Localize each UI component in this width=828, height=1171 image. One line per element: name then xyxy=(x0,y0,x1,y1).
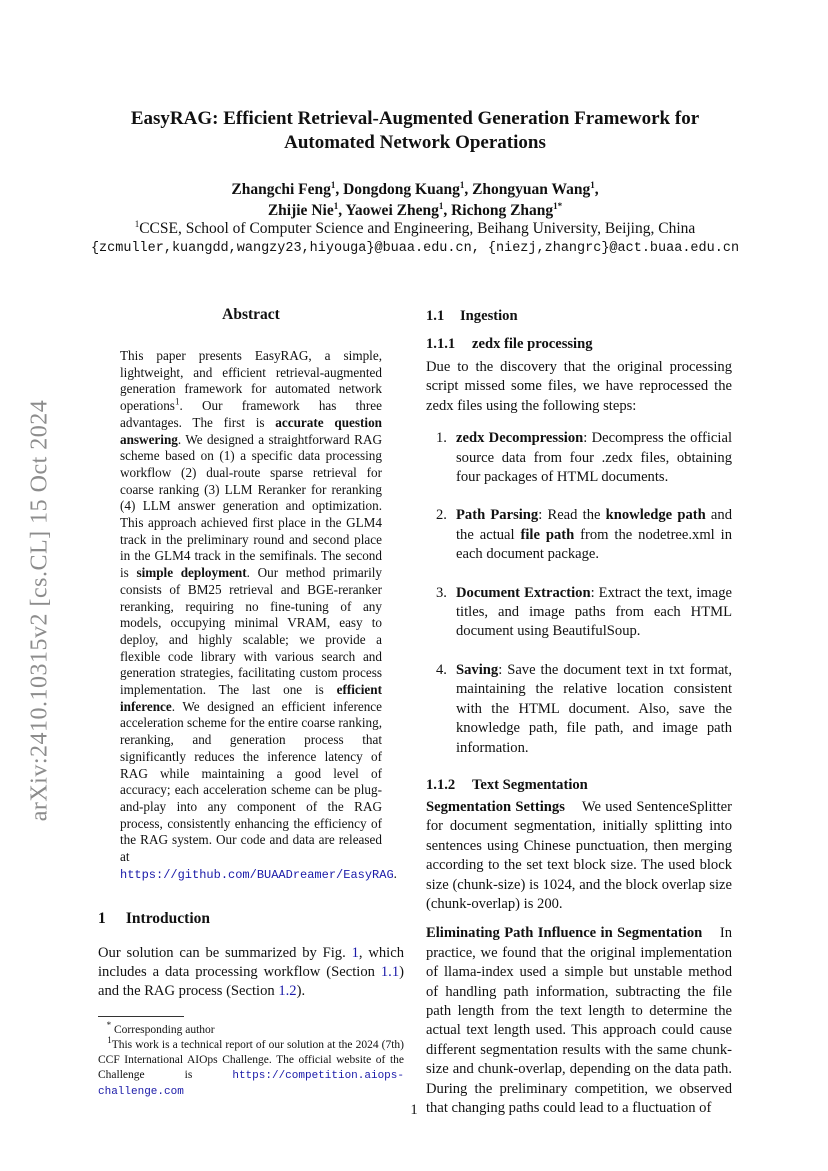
step-title: Path Parsing xyxy=(456,507,539,524)
list-item xyxy=(426,661,732,758)
author-name: Zhijie Nie xyxy=(267,202,334,219)
segmentation-settings-paragraph xyxy=(426,798,732,914)
affiliation-mark: 1 xyxy=(134,218,140,229)
affiliation xyxy=(80,219,750,239)
section-ref-link[interactable]: 1.2 xyxy=(278,983,297,1000)
step-title: Document Extraction xyxy=(456,584,591,601)
right-column xyxy=(426,306,732,1118)
step-title: zedx Decompression xyxy=(456,430,584,447)
list-number: 3. xyxy=(436,584,447,601)
abstract-bold: accurate question answering xyxy=(120,414,382,447)
author-name: Zhangchi Feng xyxy=(231,181,331,198)
abstract-bold: simple deployment xyxy=(136,565,247,581)
footnote-text: This work is a technical report of our solution at the 2024 (7th) CCF International AIOps Challenge. The official website of the Challenge is xyxy=(98,1038,404,1081)
title-line-2: Automated Network Operations xyxy=(284,132,546,153)
ingestion-intro: Due to the discovery that the original processing script missed some files, we have reprocessed the zedx files using the following steps: xyxy=(426,359,732,414)
step-text: : Read the xyxy=(538,507,606,524)
paragraph-text: We used SentenceSplitter for document segmentation, initially splitting into sentences using Chinese punctuation, then merging according to the set text block size. The used block size (chunk-size) is 1024, and the block overlap size (chunk-overlap) is 200. xyxy=(426,798,732,912)
step-text: from the nodetree.xml in each document package. xyxy=(456,526,733,563)
abstract-text: . We designed an efficient inference acceleration scheme for the entire coarse ranking, reranking, and generation process that significantly reduces the inference latency of RAG while maintaining a good level of accuracy; each acceleration scheme can be plug-and-play into any component of the RAG process, consistently enhancing the efficiency of the RAG system. Our code and data are released at xyxy=(120,698,382,865)
figure-ref-link[interactable]: 1 xyxy=(351,944,359,961)
author-mark: 1 xyxy=(459,179,465,190)
author-mark: 1 xyxy=(438,200,444,211)
list-number: 4. xyxy=(436,661,447,678)
list-item xyxy=(426,429,732,487)
abstract-text: . Our method primarily consists of BM25 retrieval and BGE-reranker reranking, requiring no fine-tuning of any models, occupying minimal VRAM, easy to deploy, and highly scalable; we provide a flexible code library with various search and generation strategies, facilitating custom process implementation. The last one is xyxy=(120,565,383,698)
subsection-number: 1.1.2 xyxy=(426,776,456,793)
page-number: 1 xyxy=(410,1102,418,1118)
abstract-heading: Abstract xyxy=(222,306,280,323)
introduction-paragraph xyxy=(98,944,404,1002)
footnote-corresponding xyxy=(98,1019,404,1038)
author-mark: 1* xyxy=(553,200,563,211)
author-name: Yaowei Zheng xyxy=(345,202,439,219)
intro-text: Our solution can be summarized by Fig. xyxy=(98,944,352,961)
footnote-text: Corresponding author xyxy=(114,1023,215,1036)
list-item xyxy=(426,584,732,642)
paragraph-heading: Eliminating Path Influence in Segmentation xyxy=(426,925,703,942)
affiliation-text: CCSE, School of Computer Science and Engineering, Beihang University, Beijing, China xyxy=(139,220,696,237)
paper-title xyxy=(100,107,730,155)
intro-text: ). xyxy=(296,983,306,1000)
author-list xyxy=(100,179,730,221)
step-text: and the actual xyxy=(456,507,732,543)
section-title: Introduction xyxy=(125,909,210,927)
step-text: : Decompress the official source data from four .zedx files, obtaining four packages of HTML documents. xyxy=(456,430,732,486)
section-number: 1.1 xyxy=(426,308,445,324)
paragraph-text: In practice, we found that the original implementation of llama-index used a simple but unstable method of handling path information, subtracting the file path length from the text length to determine the actual text length used. This approach could cause different segmentation results with the same chunk-size and chunk-overlap, depending on the data path. During the preliminary competition, we observed that changing paths could lead to a fluctuation of xyxy=(426,925,733,1116)
footnote-rule xyxy=(98,1016,184,1017)
abstract-text: . We designed a straightforward RAG scheme based on (1) a specific data processing workflow (2) dual-route sparse retrieval for coarse ranking (3) LLM Reranker for reranking (4) LLM answer generation and optimization. This approach achieved first place in the GLM4 track in the preliminary round and second place in the GLM4 track in the semifinals. The second is xyxy=(120,431,382,581)
section-title: Ingestion xyxy=(460,308,518,324)
title-line-1: EasyRAG: Efficient Retrieval-Augmented Generation Framework for xyxy=(130,108,700,129)
abstract-body xyxy=(120,348,397,884)
author-name: Richong Zhang xyxy=(451,202,554,219)
step-title: Saving xyxy=(456,661,499,678)
footnote-mark: 1 xyxy=(107,1034,112,1045)
subsection-title: Text Segmentation xyxy=(472,776,588,793)
step-bold: knowledge path xyxy=(605,507,706,524)
section-ref-link[interactable]: 1.1 xyxy=(380,963,400,980)
author-emails: {zcmuller,kuangdd,wangzy23,hiyouga}@buaa.edu.cn, {niezj,zhangrc}@act.buaa.edu.cn xyxy=(90,241,740,256)
left-column xyxy=(98,306,404,1100)
list-item xyxy=(426,506,732,564)
list-number: 2. xyxy=(436,507,447,524)
subsection-title: zedx file processing xyxy=(472,336,593,352)
step-text: : Extract the text, image titles, and image paths from each HTML document using BeautifulSoup. xyxy=(456,584,732,640)
arxiv-stamp-text: arXiv:2410.10315v2 [cs.CL] 15 Oct 2024 xyxy=(26,399,53,821)
section-heading-ingestion xyxy=(426,306,732,326)
section-heading-introduction xyxy=(98,910,404,928)
abstract-bold: efficient inference xyxy=(120,682,382,714)
footnote-1 xyxy=(98,1034,404,1100)
challenge-url-link[interactable]: https://competition.aiops-challenge.com xyxy=(98,1069,404,1098)
paragraph-heading: Segmentation Settings xyxy=(426,798,565,815)
author-mark: 1 xyxy=(330,179,336,190)
author-mark: 1 xyxy=(590,179,595,190)
abstract-text: . xyxy=(393,865,397,881)
footnote-ref: 1 xyxy=(174,396,180,407)
abstract-text: This paper presents EasyRAG, a simple, lightweight, and efficient retrieval-augmented generation framework for automated network operations xyxy=(120,348,382,414)
subsection-heading-zedx xyxy=(426,334,732,354)
code-url-link[interactable]: https://github.com/BUAADreamer/EasyRAG xyxy=(120,867,394,882)
intro-text: ) and the RAG process (Section xyxy=(98,963,404,1000)
author-name: Zhongyuan Wang xyxy=(472,181,591,198)
processing-steps-list xyxy=(426,429,732,758)
author-line-2: Zhijie Nie$^1$, Yaowei Zheng$^1$, Richong Zhang$^{1*}$ xyxy=(267,200,563,219)
step-text: : Save the document text in txt format, maintaining the relative location consistent with the HTML document. Also, save the knowledge path, file path, and image path information. xyxy=(456,661,732,756)
section-number: 1 xyxy=(98,909,106,927)
abstract-text: . Our framework has three advantages. The first is xyxy=(120,398,382,430)
path-influence-paragraph xyxy=(426,924,732,1118)
footnote-mark: * xyxy=(106,1019,112,1030)
list-number: 1. xyxy=(436,430,447,447)
step-bold: file path xyxy=(520,526,575,543)
author-mark: 1 xyxy=(333,200,339,211)
author-line-1: Zhangchi Feng$^1$, Dongdong Kuang$^1$, Zhongyuan Wang$^1$, xyxy=(231,179,599,198)
arxiv-identifier-stamp xyxy=(22,370,58,850)
subsection-number: 1.1.1 xyxy=(426,336,456,352)
intro-text: , which includes a data processing workflow (Section xyxy=(98,944,404,980)
author-name: Dongdong Kuang xyxy=(343,181,460,198)
subsection-heading-segmentation xyxy=(426,775,732,795)
